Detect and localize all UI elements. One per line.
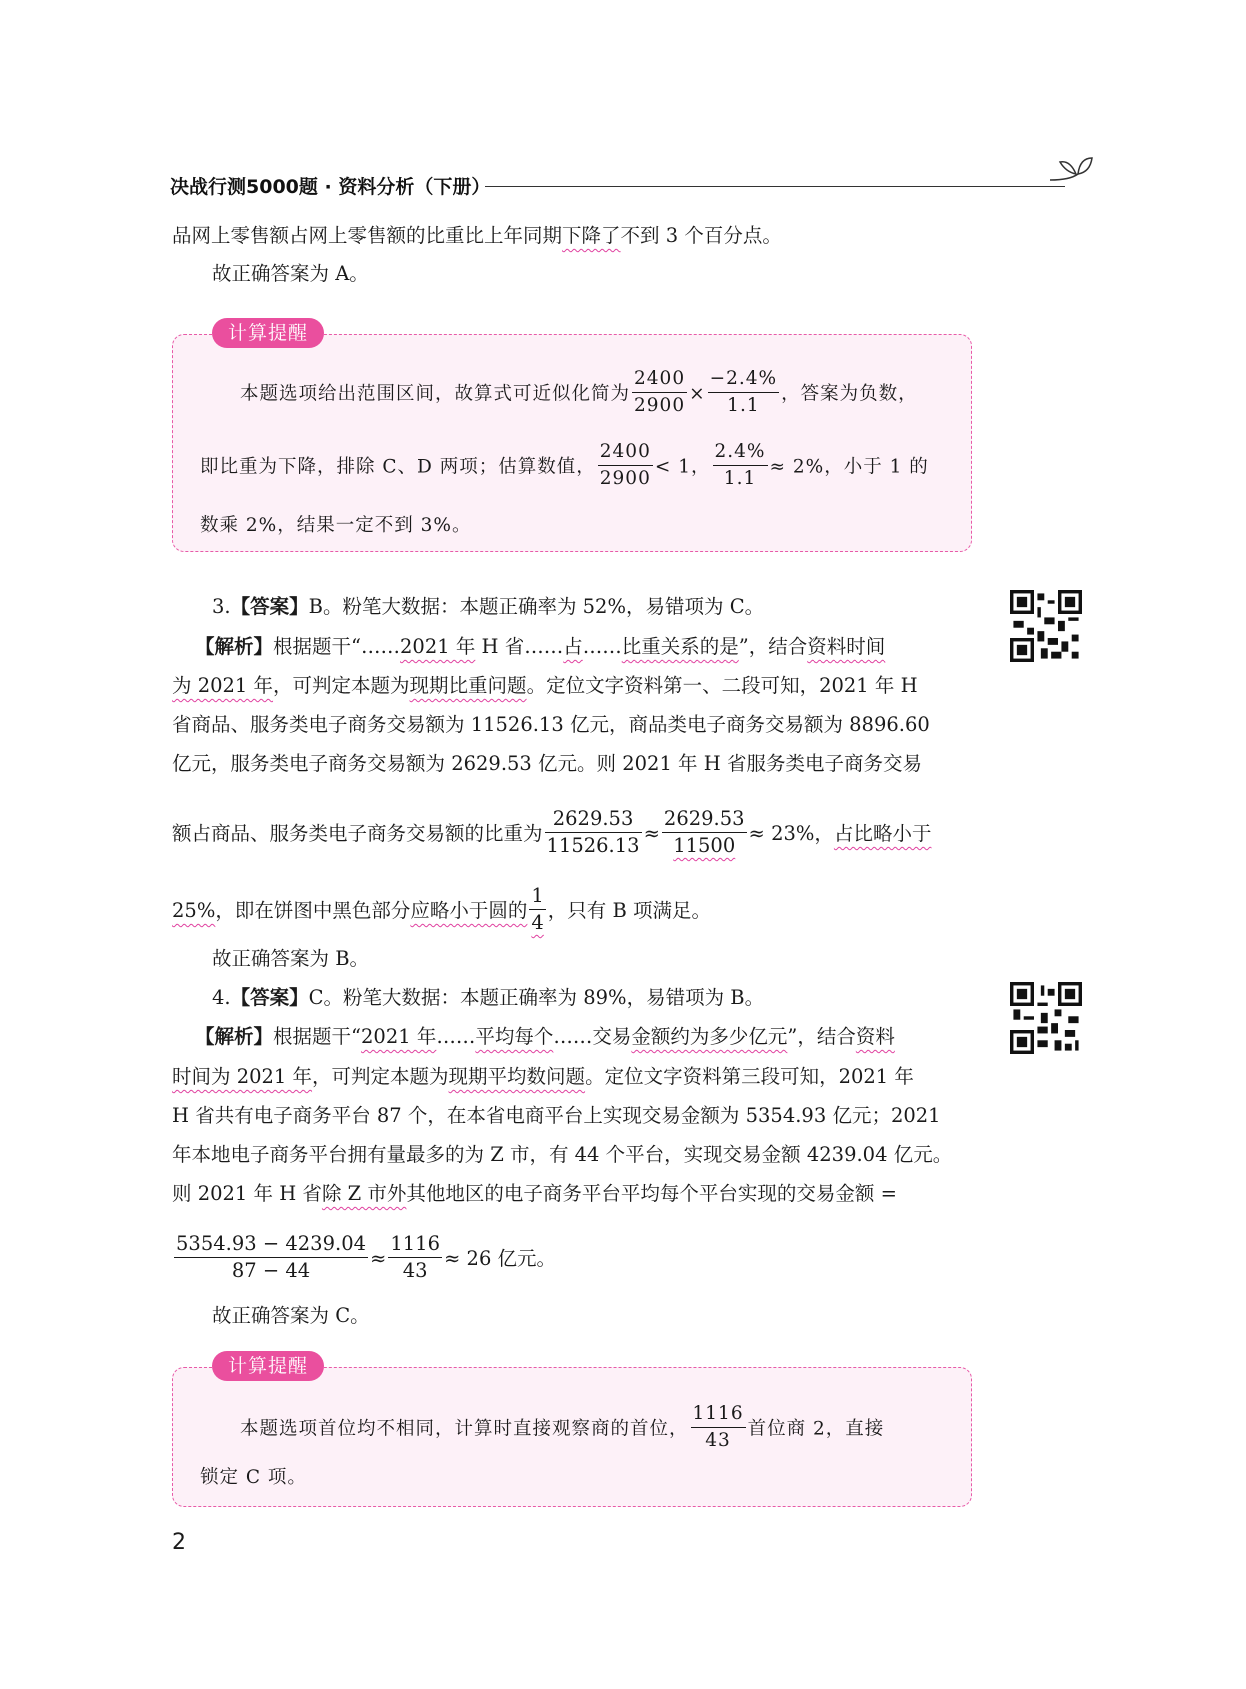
paragraph-continuation: 品网上零售额占网上零售额的比重比上年同期下降了不到 3 个百分点。 bbox=[172, 224, 782, 247]
q4-analysis-line-1: 【解析】根据题干“2021 年……平均每个……交易金额约为多少亿元”，结合资料 bbox=[195, 1025, 895, 1048]
fraction: $\frac{2400}{2900}$ bbox=[634, 368, 686, 416]
fraction: $\frac{1116}{43}$ bbox=[692, 1403, 744, 1451]
book-title: 决战行测5000题 · 资料分析（下册） bbox=[170, 176, 491, 198]
qr-code-icon bbox=[1010, 982, 1082, 1054]
fraction: $\frac{2400}{2900}$ bbox=[599, 441, 651, 489]
q3-analysis-line-6: 25%，即在饼图中黑色部分应略小于圆的 $\frac{1}{4}$ ，只有 B 项满足。 bbox=[172, 884, 712, 934]
tip1-line-3: 数乘 2%，结果一定不到 3%。 bbox=[200, 515, 472, 536]
q4-analysis-line-3: H 省共有电子商务平台 87 个，在本省电商平台上实现交易金额为 5354.93 亿元；2021 bbox=[172, 1104, 941, 1127]
q3-answer: 3.【答案】B。粉笔大数据：本题正确率为 52%，易错项为 C。 bbox=[212, 595, 765, 618]
fraction: $\frac{2629.53}{11526.13}$ bbox=[546, 807, 640, 857]
q3-conclusion: 故正确答案为 B。 bbox=[212, 947, 370, 970]
answer-conclusion-2: 故正确答案为 A。 bbox=[212, 262, 369, 285]
tip1-line-2: 即比重为下降，排除 C、D 两项；估算数值， $\frac{2400}{2900}$ < 1， $\frac{2.4\%}{1.1}$ ≈ 2%，小于 1 的 bbox=[200, 441, 929, 494]
q4-conclusion: 故正确答案为 C。 bbox=[212, 1304, 370, 1327]
q3-analysis-line-1: 【解析】根据题干“……2021 年 H 省……占……比重关系的是”，结合资料时间 bbox=[195, 635, 886, 658]
q3-analysis-line-3: 省商品、服务类电子商务交易额为 11526.13 亿元，商品类电子商务交易额为 8896.60 bbox=[172, 713, 930, 736]
header-rule bbox=[485, 186, 1065, 187]
q3-analysis-line-5: 额占商品、服务类电子商务交易额的比重为 $\frac{2629.53}{11526.13}$ ≈ $\frac{2629.53}{11500}$ ≈ 23%，占比略小于 bbox=[172, 807, 932, 857]
page-number: 2 bbox=[172, 1530, 186, 1555]
q3-analysis-line-4: 亿元，服务类电子商务交易额为 2629.53 亿元。则 2021 年 H 省服务类电子商务交易 bbox=[172, 752, 922, 775]
q4-analysis-line-4: 年本地电子商务平台拥有量最多的为 Z 市，有 44 个平台，实现交易金额 4239.04 亿元。 bbox=[172, 1143, 953, 1166]
q3-analysis-line-2: 为 2021 年，可判定本题为现期比重问题。定位文字资料第一、二段可知，2021 年 H bbox=[172, 674, 918, 697]
q4-analysis-line-5: 则 2021 年 H 省除 Z 市外其他地区的电子商务平台平均每个平台实现的交易金额 = bbox=[172, 1182, 897, 1205]
fraction: $\frac{-2.4\%}{1.1}$ bbox=[709, 368, 778, 416]
running-header bbox=[170, 172, 1080, 202]
q4-analysis-line-2: 时间为 2021 年，可判定本题为现期平均数问题。定位文字资料第三段可知，2021 年 bbox=[172, 1065, 914, 1088]
tip2-line-1: 本题选项首位均不相同，计算时直接观察商的首位， $\frac{1116}{43}$ 首位商 2，直接 bbox=[240, 1403, 884, 1456]
fraction: $\frac{2.4\%}{1.1}$ bbox=[714, 441, 766, 489]
calc-tip-label-1: 计算提醒 bbox=[212, 318, 324, 348]
tip1-line-1: 本题选项给出范围区间，故算式可近似化简为 $\frac{2400}{2900}$ × $\frac{-2.4\%}{1.1}$ ，答案为负数， bbox=[240, 368, 918, 421]
qr-code-icon bbox=[1010, 590, 1082, 662]
fraction: $\frac{5354.93 - 4239.04}{87 - 44}$ bbox=[176, 1232, 367, 1282]
calc-tip-label-2: 计算提醒 bbox=[212, 1351, 324, 1381]
q4-analysis-line-6: $\frac{5354.93 - 4239.04}{87 - 44}$ ≈ $\frac{1116}{43}$ ≈ 26 亿元。 bbox=[176, 1232, 557, 1282]
tip2-line-2: 锁定 C 项。 bbox=[200, 1467, 307, 1488]
q4-answer: 4.【答案】C。粉笔大数据：本题正确率为 89%，易错项为 B。 bbox=[212, 986, 765, 1009]
fraction: $\frac{1}{4}$ bbox=[531, 884, 544, 934]
fraction: $\frac{2629.53}{11500}$ bbox=[663, 807, 745, 857]
sprout-icon bbox=[1040, 150, 1100, 190]
fraction: $\frac{1116}{43}$ bbox=[390, 1232, 440, 1282]
